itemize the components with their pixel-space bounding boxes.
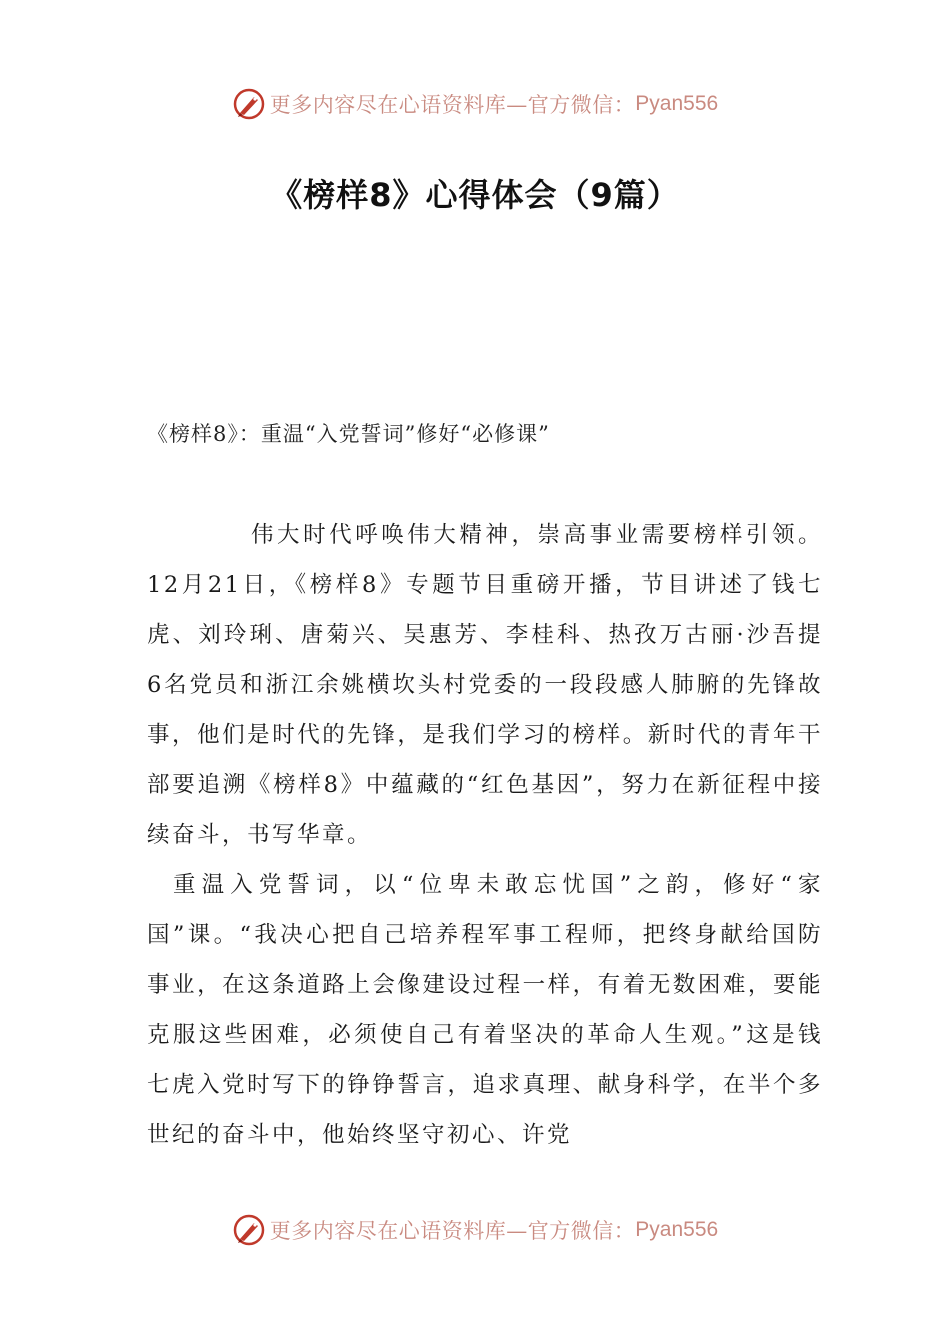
header-watermark: [0, 84, 950, 124]
body-text: [147, 510, 823, 1160]
pen-nib-logo-icon: [232, 87, 266, 121]
watermark-text: 更多内容尽在心语资料库—官方微信：: [269, 93, 636, 117]
pen-nib-logo-icon: [232, 1213, 266, 1247]
watermark-wechat-id: Pyan556: [635, 1218, 719, 1241]
watermark-text: 更多内容尽在心语资料库—官方微信：: [269, 1219, 636, 1243]
paragraph: 重温入党誓词，以“位卑未敢忘忧国”之韵，修好“家国”课。“我决心把自己培养程军事工程师，把终身献给国防事业，在这条道路上会像建设过程一样，有着无数困难，要能克服这些困难，必须使自己有着坚决的革命人生观。”这是钱七虎入党时写下的铮铮誓言，追求真理、献身科学，在半个多世纪的奋斗中，他始终坚守初心、许党: [147, 872, 823, 1148]
footer-watermark: [0, 1210, 950, 1250]
document-title: 《榜样8》心得体会（9篇）: [270, 176, 680, 214]
watermark-wechat-id: Pyan556: [635, 92, 719, 115]
paragraph: 伟大时代呼唤伟大精神，崇高事业需要榜样引领。12月21日，《榜样8》专题节目重磅开播，节目讲述了钱七虎、刘玲琍、唐菊兴、吴惠芳、李桂科、热孜万古丽·沙吾提6名党员和浙江余姚横坎头村党委的一段段感人肺腑的先锋故事，他们是时代的先锋，是我们学习的榜样。新时代的青年干部要追溯《榜样8》中蕴藏的“红色基因”，努力在新征程中接续奋斗，书写华章。: [147, 522, 823, 848]
section-heading: 《榜样8》：重温“入党誓词”修好“必修课”: [147, 422, 550, 446]
